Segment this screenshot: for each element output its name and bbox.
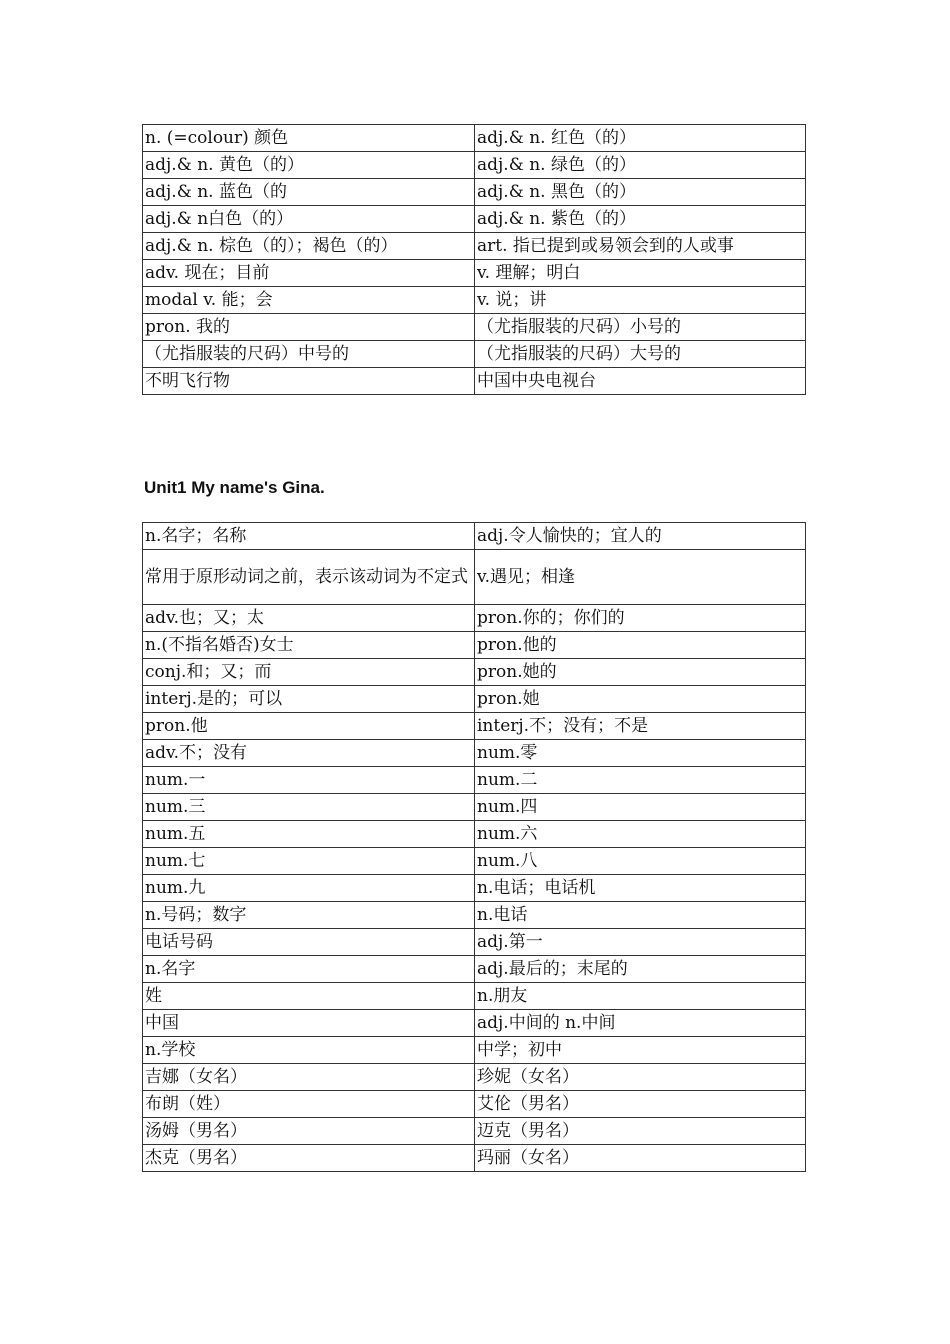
vocab-cell-right: adj.& n. 红色（的） <box>475 125 806 152</box>
vocab-cell-right: v. 说；讲 <box>475 287 806 314</box>
vocab-cell-right: 迈克（男名） <box>475 1118 806 1145</box>
vocab-cell-left: num.七 <box>143 848 475 875</box>
table-row <box>143 1037 806 1064</box>
vocab-cell-right: adj.令人愉快的；宜人的 <box>475 523 806 550</box>
vocab-table-body <box>143 523 806 1172</box>
vocab-cell-right: adj.第一 <box>475 929 806 956</box>
vocab-cell-left: 布朗（姓） <box>143 1091 475 1118</box>
table-row <box>143 1145 806 1172</box>
vocab-cell-right: adj.& n. 绿色（的） <box>475 152 806 179</box>
vocab-cell-right: 中国中央电视台 <box>475 368 806 395</box>
vocab-cell-left: 电话号码 <box>143 929 475 956</box>
vocab-cell-right: 珍妮（女名） <box>475 1064 806 1091</box>
vocab-cell-left: adv.不；没有 <box>143 740 475 767</box>
vocab-cell-left: num.一 <box>143 767 475 794</box>
table-row <box>143 1118 806 1145</box>
vocab-cell-left: 中国 <box>143 1010 475 1037</box>
vocab-cell-right: num.四 <box>475 794 806 821</box>
vocab-cell-left: pron.他 <box>143 713 475 740</box>
vocab-cell-right: num.八 <box>475 848 806 875</box>
vocab-cell-right: pron.她 <box>475 686 806 713</box>
vocab-cell-left: adj.& n. 蓝色（的 <box>143 179 475 206</box>
vocab-table-unit1 <box>142 522 806 1172</box>
vocab-cell-right: v. 理解；明白 <box>475 260 806 287</box>
table-row <box>143 1010 806 1037</box>
table-row <box>143 632 806 659</box>
vocab-cell-left: num.三 <box>143 794 475 821</box>
vocab-table-body <box>143 125 806 395</box>
vocab-cell-left: num.五 <box>143 821 475 848</box>
vocab-cell-left: n.(不指名婚否)女士 <box>143 632 475 659</box>
vocab-cell-right: 中学；初中 <box>475 1037 806 1064</box>
vocab-cell-left: adj.& n. 黄色（的） <box>143 152 475 179</box>
vocab-cell-right: art. 指已提到或易领会到的人或事 <box>475 233 806 260</box>
vocab-cell-left: n.名字 <box>143 956 475 983</box>
table-row <box>143 794 806 821</box>
vocab-cell-right: num.六 <box>475 821 806 848</box>
vocab-cell-left: 常用于原形动词之前，表示该动词为不定式 <box>143 550 475 605</box>
vocab-cell-left: n.学校 <box>143 1037 475 1064</box>
table-row <box>143 314 806 341</box>
vocab-cell-left: 汤姆（男名） <box>143 1118 475 1145</box>
vocab-cell-left: n.名字；名称 <box>143 523 475 550</box>
table-row <box>143 686 806 713</box>
vocab-cell-right: （尤指服装的尺码）小号的 <box>475 314 806 341</box>
vocab-cell-left: n. (=colour) 颜色 <box>143 125 475 152</box>
vocab-cell-left: pron. 我的 <box>143 314 475 341</box>
table-row <box>143 848 806 875</box>
table-row <box>143 605 806 632</box>
table-row <box>143 983 806 1010</box>
vocab-cell-left: 杰克（男名） <box>143 1145 475 1172</box>
vocab-cell-left: 姓 <box>143 983 475 1010</box>
vocab-cell-left: adj.& n. 棕色（的）；褐色（的） <box>143 233 475 260</box>
vocab-cell-right: pron.他的 <box>475 632 806 659</box>
table-row <box>143 956 806 983</box>
vocab-cell-right: n.电话 <box>475 902 806 929</box>
table-row <box>143 929 806 956</box>
table-row <box>143 260 806 287</box>
table-row <box>143 179 806 206</box>
vocab-cell-right: n.电话；电话机 <box>475 875 806 902</box>
table-row <box>143 152 806 179</box>
vocab-cell-left: num.九 <box>143 875 475 902</box>
table-row <box>143 740 806 767</box>
vocab-cell-left: interj.是的；可以 <box>143 686 475 713</box>
table-row <box>143 659 806 686</box>
table-row <box>143 550 806 605</box>
table-row <box>143 767 806 794</box>
table-row <box>143 523 806 550</box>
table-row <box>143 713 806 740</box>
table-row <box>143 368 806 395</box>
table-row <box>143 233 806 260</box>
table-row <box>143 902 806 929</box>
vocab-cell-right: adj.中间的 n.中间 <box>475 1010 806 1037</box>
table-row <box>143 1064 806 1091</box>
vocab-cell-right: num.二 <box>475 767 806 794</box>
table-row <box>143 1091 806 1118</box>
vocab-cell-right: num.零 <box>475 740 806 767</box>
vocab-cell-right: adj.最后的；末尾的 <box>475 956 806 983</box>
table-row <box>143 125 806 152</box>
vocab-table-colors <box>142 124 806 395</box>
vocab-cell-right: adj.& n. 黑色（的） <box>475 179 806 206</box>
table-row <box>143 341 806 368</box>
vocab-cell-left: 吉娜（女名） <box>143 1064 475 1091</box>
vocab-cell-left: adv. 现在；目前 <box>143 260 475 287</box>
vocab-cell-right: 艾伦（男名） <box>475 1091 806 1118</box>
vocab-cell-right: n.朋友 <box>475 983 806 1010</box>
vocab-cell-right: pron.她的 <box>475 659 806 686</box>
table-row <box>143 206 806 233</box>
vocab-cell-left: adv.也；又；太 <box>143 605 475 632</box>
vocab-cell-left: conj.和；又；而 <box>143 659 475 686</box>
vocab-cell-left: adj.& n白色（的） <box>143 206 475 233</box>
vocab-cell-left: n.号码；数字 <box>143 902 475 929</box>
vocab-cell-right: （尤指服装的尺码）大号的 <box>475 341 806 368</box>
vocab-cell-left: modal v. 能；会 <box>143 287 475 314</box>
table-row <box>143 821 806 848</box>
vocab-cell-right: 玛丽（女名） <box>475 1145 806 1172</box>
vocab-cell-left: 不明飞行物 <box>143 368 475 395</box>
vocab-cell-left: （尤指服装的尺码）中号的 <box>143 341 475 368</box>
table-row <box>143 875 806 902</box>
section-title-unit1: Unit1 My name's Gina. <box>144 478 325 497</box>
vocab-cell-right: v.遇见；相逢 <box>475 550 806 605</box>
table-row <box>143 287 806 314</box>
vocab-cell-right: adj.& n. 紫色（的） <box>475 206 806 233</box>
vocab-cell-right: interj.不；没有；不是 <box>475 713 806 740</box>
vocab-cell-right: pron.你的；你们的 <box>475 605 806 632</box>
